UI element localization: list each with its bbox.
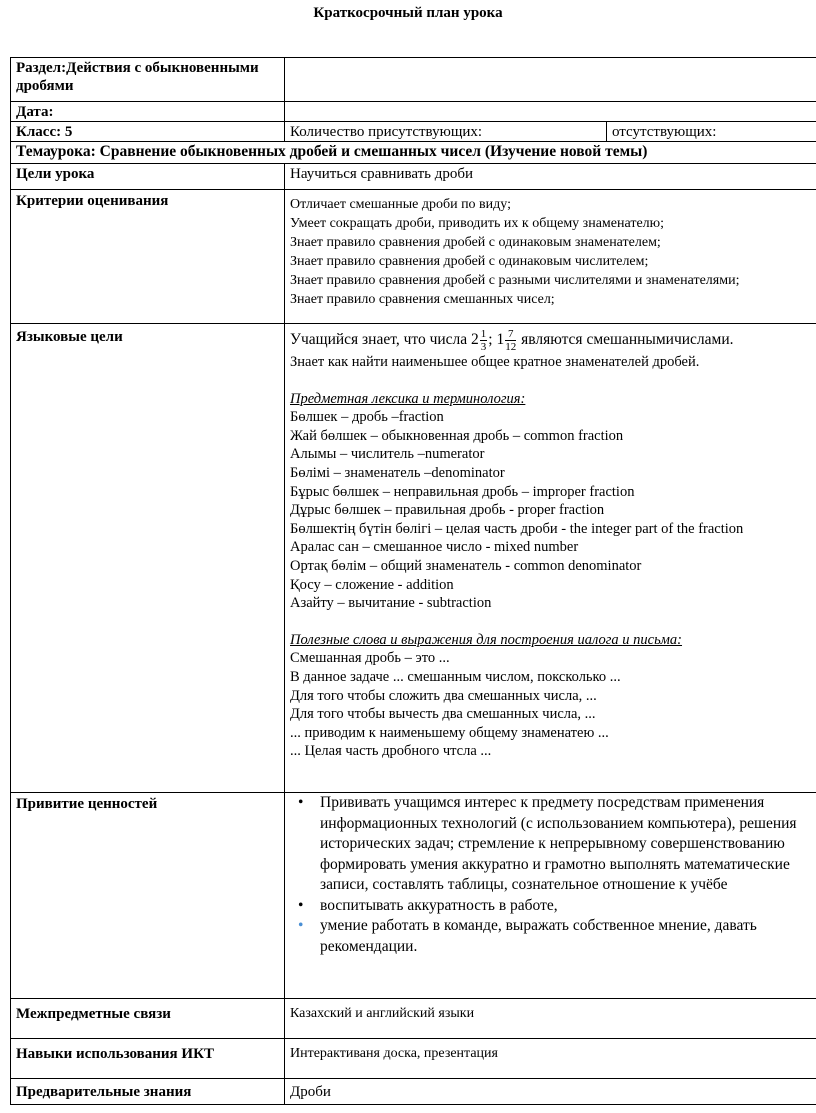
- class-row: [11, 122, 816, 142]
- lesson-plan-table: [10, 57, 816, 1105]
- fraction: $\frac{7}{12}$: [505, 328, 517, 353]
- bullet-icon: •: [298, 896, 304, 914]
- language-label: Языковые цели: [11, 324, 285, 793]
- values-label: Привитие ценностей: [11, 793, 285, 999]
- goals-value: Научиться сравнивать дроби: [285, 164, 816, 190]
- vocab-item: Қосу – сложение - addition: [290, 576, 454, 593]
- bullet-icon: •: [298, 794, 304, 811]
- vocab-heading: Предметная лексика и терминология:: [290, 390, 526, 407]
- section-value: [285, 58, 816, 102]
- value-text: воспитывать аккуратность в работе,: [320, 896, 558, 914]
- section-label: Раздел:Действия с обыкновенными дробями: [11, 58, 285, 102]
- values-row: [11, 793, 816, 999]
- value-item: [298, 916, 811, 957]
- phrases-heading: Полезные слова и выражения для построения иалога и письма:: [290, 631, 683, 648]
- vocab-item: Алымы – числитель –numerator: [290, 446, 485, 463]
- values-content: [285, 793, 816, 999]
- criteria-label: Критерии оценивания: [11, 190, 285, 324]
- absent-label: отсутствующих:: [607, 122, 816, 142]
- date-value: [285, 102, 816, 122]
- ict-value: Интерактиваня доска, презентация: [285, 1039, 816, 1079]
- phrases-list: [290, 649, 811, 761]
- section-row: [11, 58, 816, 102]
- vocab-item: Бөлімі – знаменатель –denominator: [290, 464, 505, 481]
- vocab-item: Бұрыс бөлшек – неправильная дробь – improper fraction: [290, 483, 635, 500]
- page-title: Краткосрочный план урока: [313, 5, 503, 21]
- lesson-topic: Темаурока: Сравнение обыкновенных дробей и смешанных чисел (Изучение новой темы): [11, 142, 816, 164]
- fraction: $\frac{1}{3}$: [480, 328, 487, 353]
- lcm-line: Знает как найти наименьшее общее кратное знаменателей дробей.: [290, 354, 700, 370]
- interdisc-row: [11, 999, 816, 1039]
- values-list: [290, 793, 811, 957]
- mixed-numbers-line: Учащийся знает, что числа 2 $\frac{1}{3}$ ; 1 $\frac{7}{12}$ являются смешаннымичислами.: [290, 328, 734, 353]
- criteria-row: [11, 190, 816, 324]
- criteria-item: Знает правило сравнения дробей с разными числителями и знаменателями;: [290, 273, 740, 288]
- vocab-item: Ортақ бөлім – общий знаменатель - common denominator: [290, 557, 642, 574]
- bullet-icon: •: [298, 917, 304, 934]
- phrase-item: ... Целая часть дробного чтсла ...: [290, 743, 492, 760]
- vocab-item: Азайту – вычитание - subtraction: [290, 595, 492, 612]
- vocab-item: Бөлшектің бүтін бөлігі – целая часть дроби - the integer part of the fraction: [290, 520, 744, 537]
- language-row: [11, 324, 816, 793]
- criteria-item: Знает правило сравнения дробей с одинаковым числителем;: [290, 254, 649, 269]
- class-label: Класс: 5: [11, 122, 285, 142]
- value-item: [298, 896, 811, 917]
- criteria-list: [285, 190, 816, 324]
- criteria-item: Знает правило сравнения смешанных чисел;: [290, 292, 555, 307]
- ict-row: [11, 1039, 816, 1079]
- vocab-item: Дұрыс бөлшек – правильная дробь - proper fraction: [290, 502, 605, 519]
- interdisc-value: Казахский и английский языки: [285, 999, 816, 1039]
- criteria-item: Знает правило сравнения дробей с одинаковым знаменателем;: [290, 235, 661, 250]
- language-content: [285, 324, 816, 793]
- prior-row: [11, 1079, 816, 1105]
- date-row: [11, 102, 816, 122]
- phrase-item: Для того чтобы вычесть два смешанных числа, ...: [290, 706, 596, 723]
- ict-label: Навыки использования ИКТ: [11, 1039, 285, 1079]
- topic-row: [11, 142, 816, 164]
- vocab-item: Аралас сан – смешанное число - mixed number: [290, 539, 579, 556]
- value-text: умение работать в команде, выражать собственное мнение, давать рекомендации.: [320, 917, 757, 955]
- goals-row: [11, 164, 816, 190]
- interdisc-label: Межпредметные связи: [11, 999, 285, 1039]
- prior-label: Предварительные знания: [11, 1079, 285, 1105]
- goals-label: Цели урока: [11, 164, 285, 190]
- phrase-item: Для того чтобы сложить два смешанных числа, ...: [290, 687, 597, 704]
- value-text: Прививать учащимся интерес к предмету посредствам применения информационных технологий (с использованием компьютера), решения исторических задач; стремление к непрерывному совершенствованию формировать умения аккуратно и грамотно выполнять математические записи, составлять таблицы, сознательное отношение к учёбе: [320, 794, 797, 893]
- criteria-item: Умеет сокращать дроби, приводить их к общему знаменателю;: [290, 216, 664, 231]
- prior-value: Дроби: [285, 1079, 816, 1105]
- vocab-item: Бөлшек – дробь –fraction: [290, 409, 444, 426]
- present-label: Количество присутствующих:: [285, 122, 607, 142]
- vocab-list: [290, 408, 811, 613]
- phrase-item: Смешанная дробь – это ...: [290, 650, 450, 667]
- date-label: Дата:: [11, 102, 285, 122]
- phrase-item: ... приводим к наименьшему общему знаменатею ...: [290, 724, 609, 741]
- phrase-item: В данное задаче ... смешанным числом, поксколько ...: [290, 668, 621, 685]
- vocab-item: Жай бөлшек – обыкновенная дробь – common fraction: [290, 427, 624, 444]
- value-item: [298, 793, 811, 896]
- criteria-item: Отличает смешанные дроби по виду;: [290, 197, 511, 212]
